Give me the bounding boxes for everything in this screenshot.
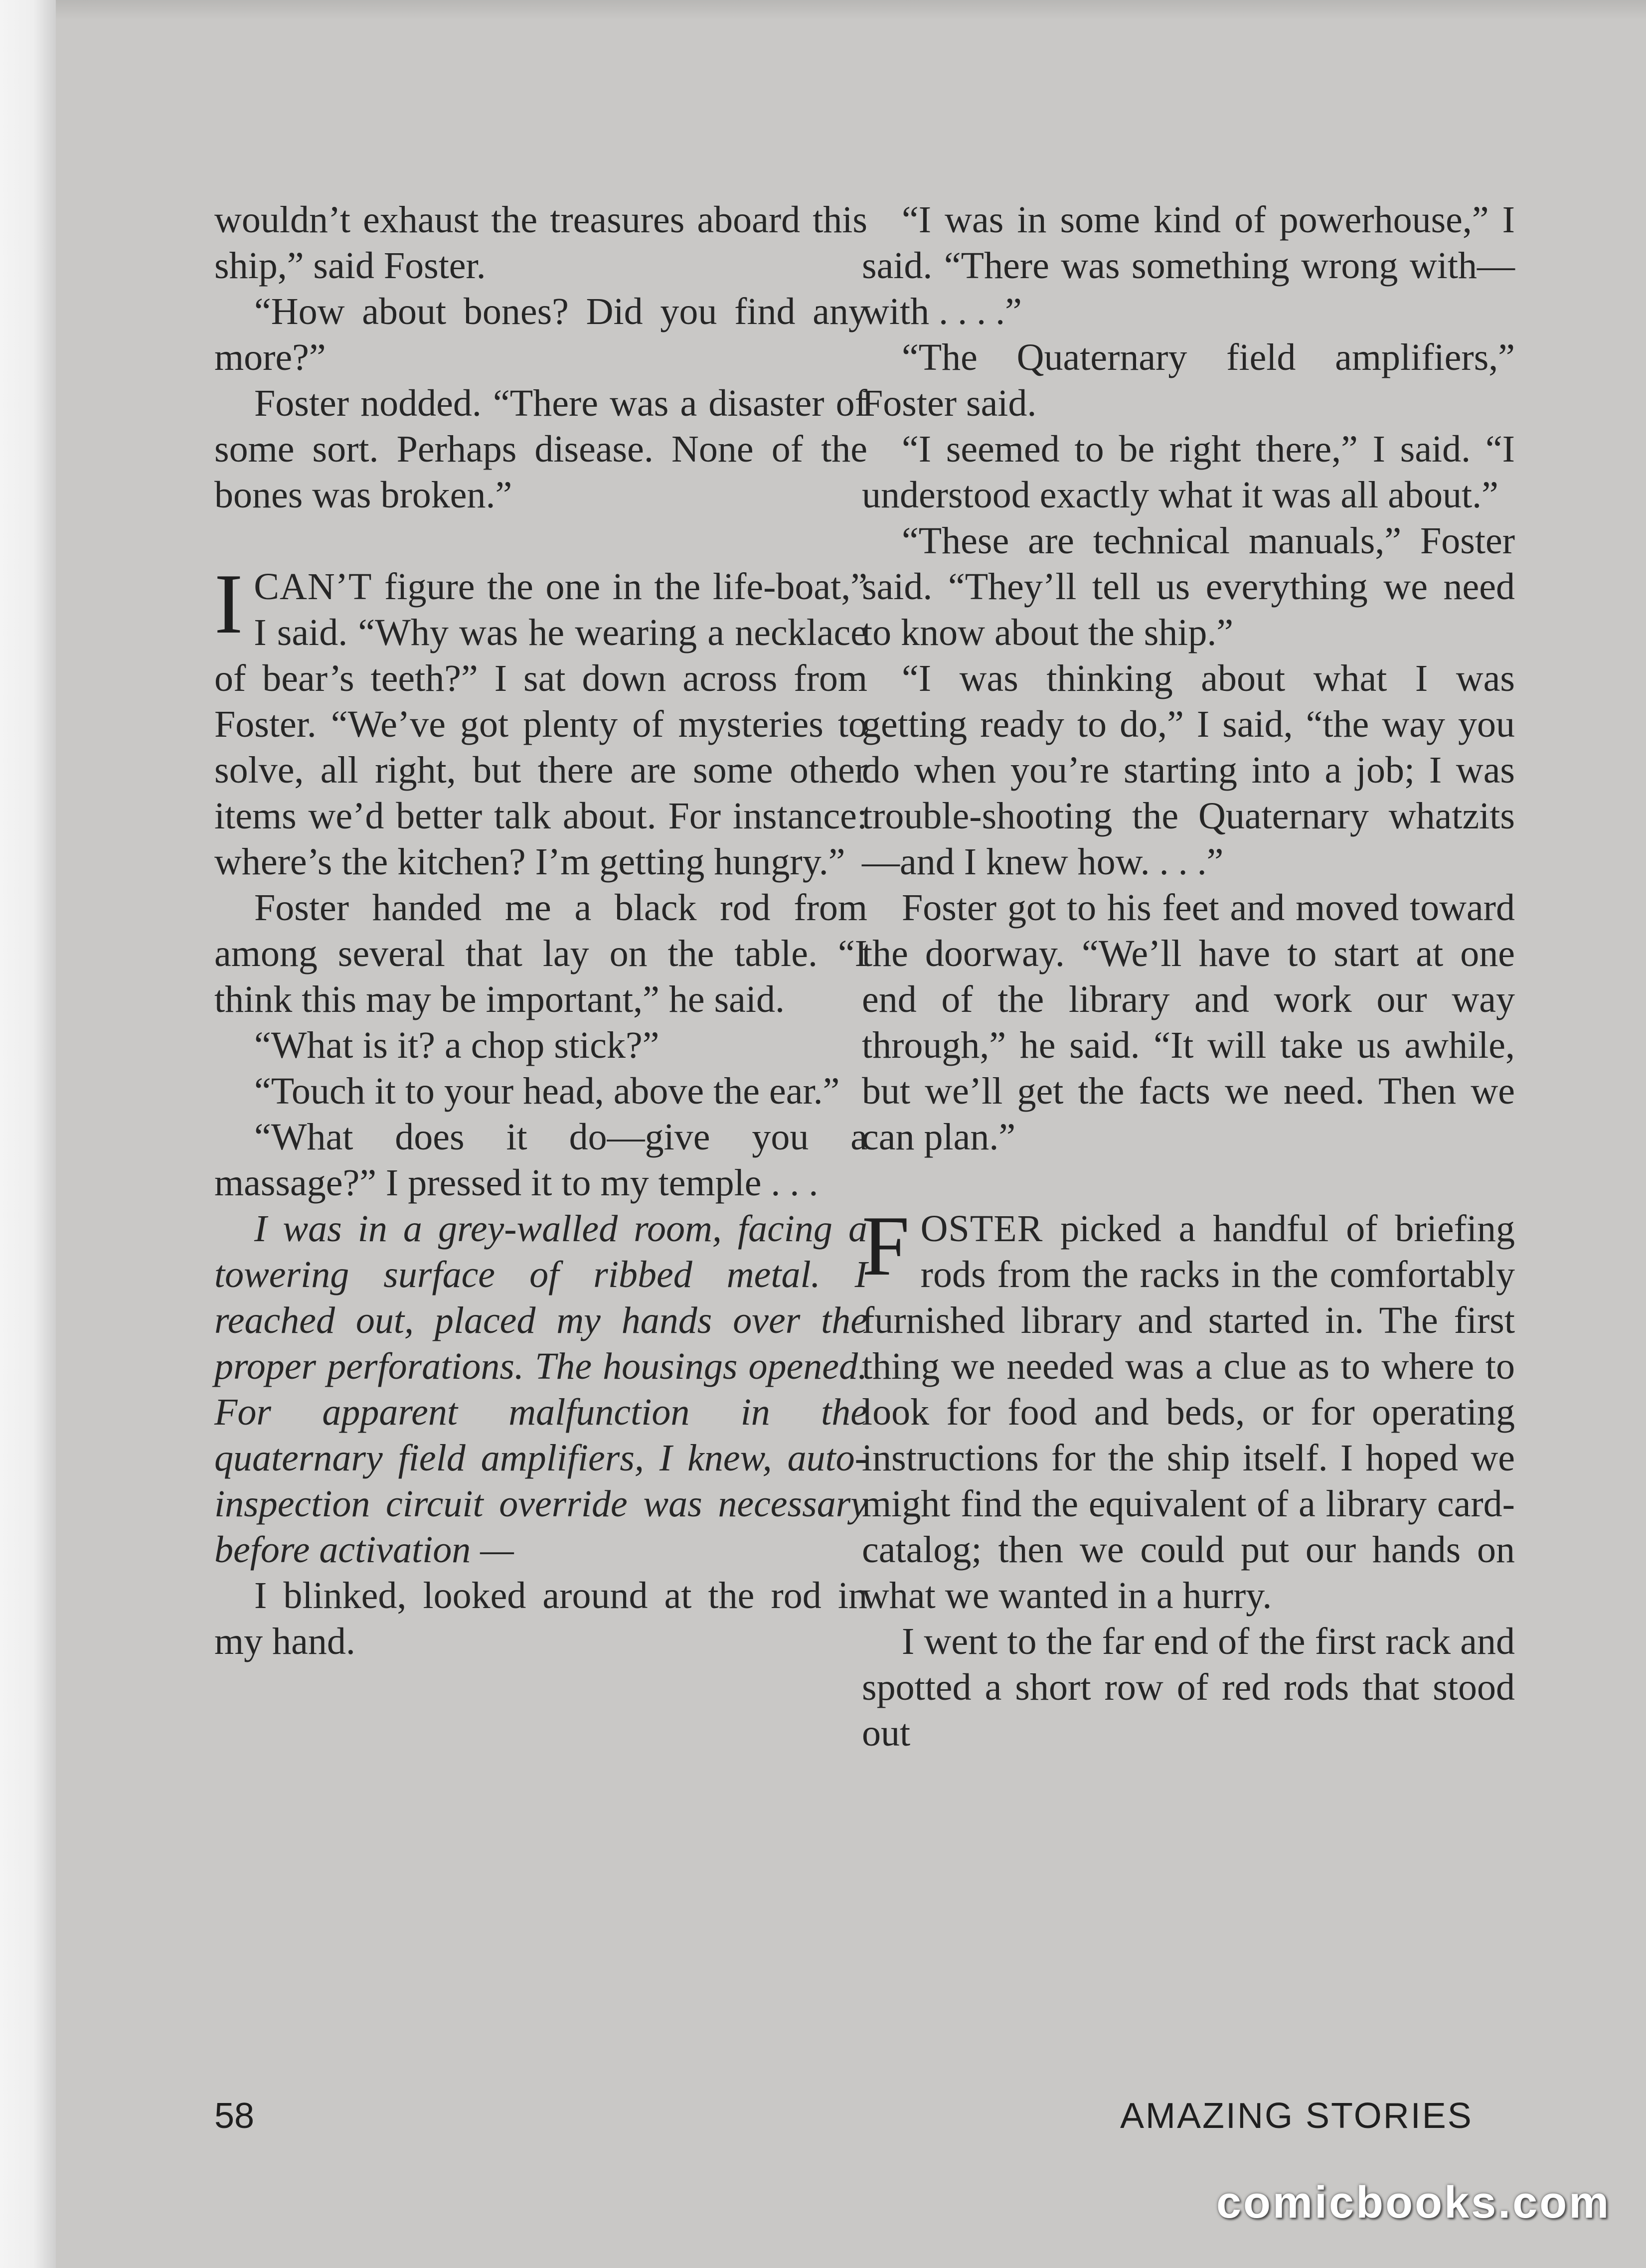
text-column-right bbox=[862, 197, 1515, 1756]
paragraph: “Touch it to your head, above the ear.” bbox=[254, 1070, 840, 1112]
drop-cap: I bbox=[214, 557, 243, 651]
text-column-left bbox=[214, 197, 867, 1664]
section-start-paragraph bbox=[214, 557, 867, 885]
section-start-paragraph bbox=[862, 1199, 1515, 1619]
paragraph: “I seemed to be right there,” I said. “I understood exactly what it was all about.” bbox=[862, 428, 1515, 516]
lead-in-caps: OSTER bbox=[920, 1208, 1043, 1250]
paragraph: “I was in some kind of powerhouse,” I said. “There was something wrong with—with . . . .” bbox=[862, 199, 1515, 332]
paragraph: I went to the far end of the first rack and spotted a short row of red rods that stood out bbox=[862, 1620, 1515, 1754]
paragraph: “These are technical manuals,” Foster said. “They’ll tell us everything we need to know about the ship.” bbox=[862, 520, 1515, 653]
lead-in-caps: CAN’T bbox=[254, 566, 372, 608]
paragraph-text: figure the one in the life-boat,” I said. “Why was he wearing a necklace of bear’s teeth?” I sat down across from Foster. “We’ve got plenty of mysteries to solve, all right, but there are some other items we’d better talk about. For instance: where’s the kitchen? I’m getting hungry.” bbox=[214, 566, 867, 883]
italic-paragraph: I was in a grey-walled room, facing a towering surface of ribbed metal. I reached out, placed my hands over the proper perforations. The housings opened. For apparent malfunction in the quaternary field amplifiers, I knew, auto-inspection circuit override was necessary before activation — bbox=[214, 1208, 867, 1571]
page-left-margin bbox=[0, 0, 56, 2268]
magazine-title: AMAZING STORIES bbox=[1120, 2096, 1473, 2136]
paragraph: wouldn’t exhaust the treasures aboard this ship,” said Foster. bbox=[214, 199, 867, 287]
watermark: comicbooks.com bbox=[1216, 2178, 1611, 2228]
paragraph: “How about bones? Did you find any more?” bbox=[214, 291, 867, 378]
paragraph: “The Quaternary field amplifiers,” Foster said. bbox=[862, 336, 1515, 424]
drop-cap: F bbox=[862, 1199, 910, 1294]
paragraph-text: picked a handful of briefing rods from the racks in the comfortably furnished library and started in. The first thing we needed was a clue as to where to look for food and beds, or for operating instructions for the ship itself. I hoped we might find the equivalent of a library card-catalog; then we could put our hands on what we wanted in a hurry. bbox=[862, 1208, 1515, 1617]
paragraph: “What is it? a chop stick?” bbox=[254, 1024, 659, 1066]
paragraph: Foster got to his feet and moved toward the doorway. “We’ll have to start at one end of the library and work our way through,” he said. “It will take us awhile, but we’ll get the facts we need. Then we can plan.” bbox=[862, 887, 1515, 1158]
paragraph: Foster nodded. “There was a disaster of some sort. Perhaps disease. None of the bones was broken.” bbox=[214, 382, 867, 516]
paragraph: Foster handed me a black rod from among several that lay on the table. “I think this may be important,” he said. bbox=[214, 887, 867, 1020]
page-number: 58 bbox=[214, 2096, 255, 2136]
paragraph: I blinked, looked around at the rod in my hand. bbox=[214, 1575, 867, 1662]
paragraph: “I was thinking about what I was getting ready to do,” I said, “the way you do when you’re starting into a job; I was trouble-shooting the Quaternary whatzits—and I knew how. . . .” bbox=[862, 657, 1515, 883]
magazine-page bbox=[56, 0, 1646, 2268]
paragraph: “What does it do—give you a massage?” I pressed it to my temple . . . bbox=[214, 1116, 867, 1204]
